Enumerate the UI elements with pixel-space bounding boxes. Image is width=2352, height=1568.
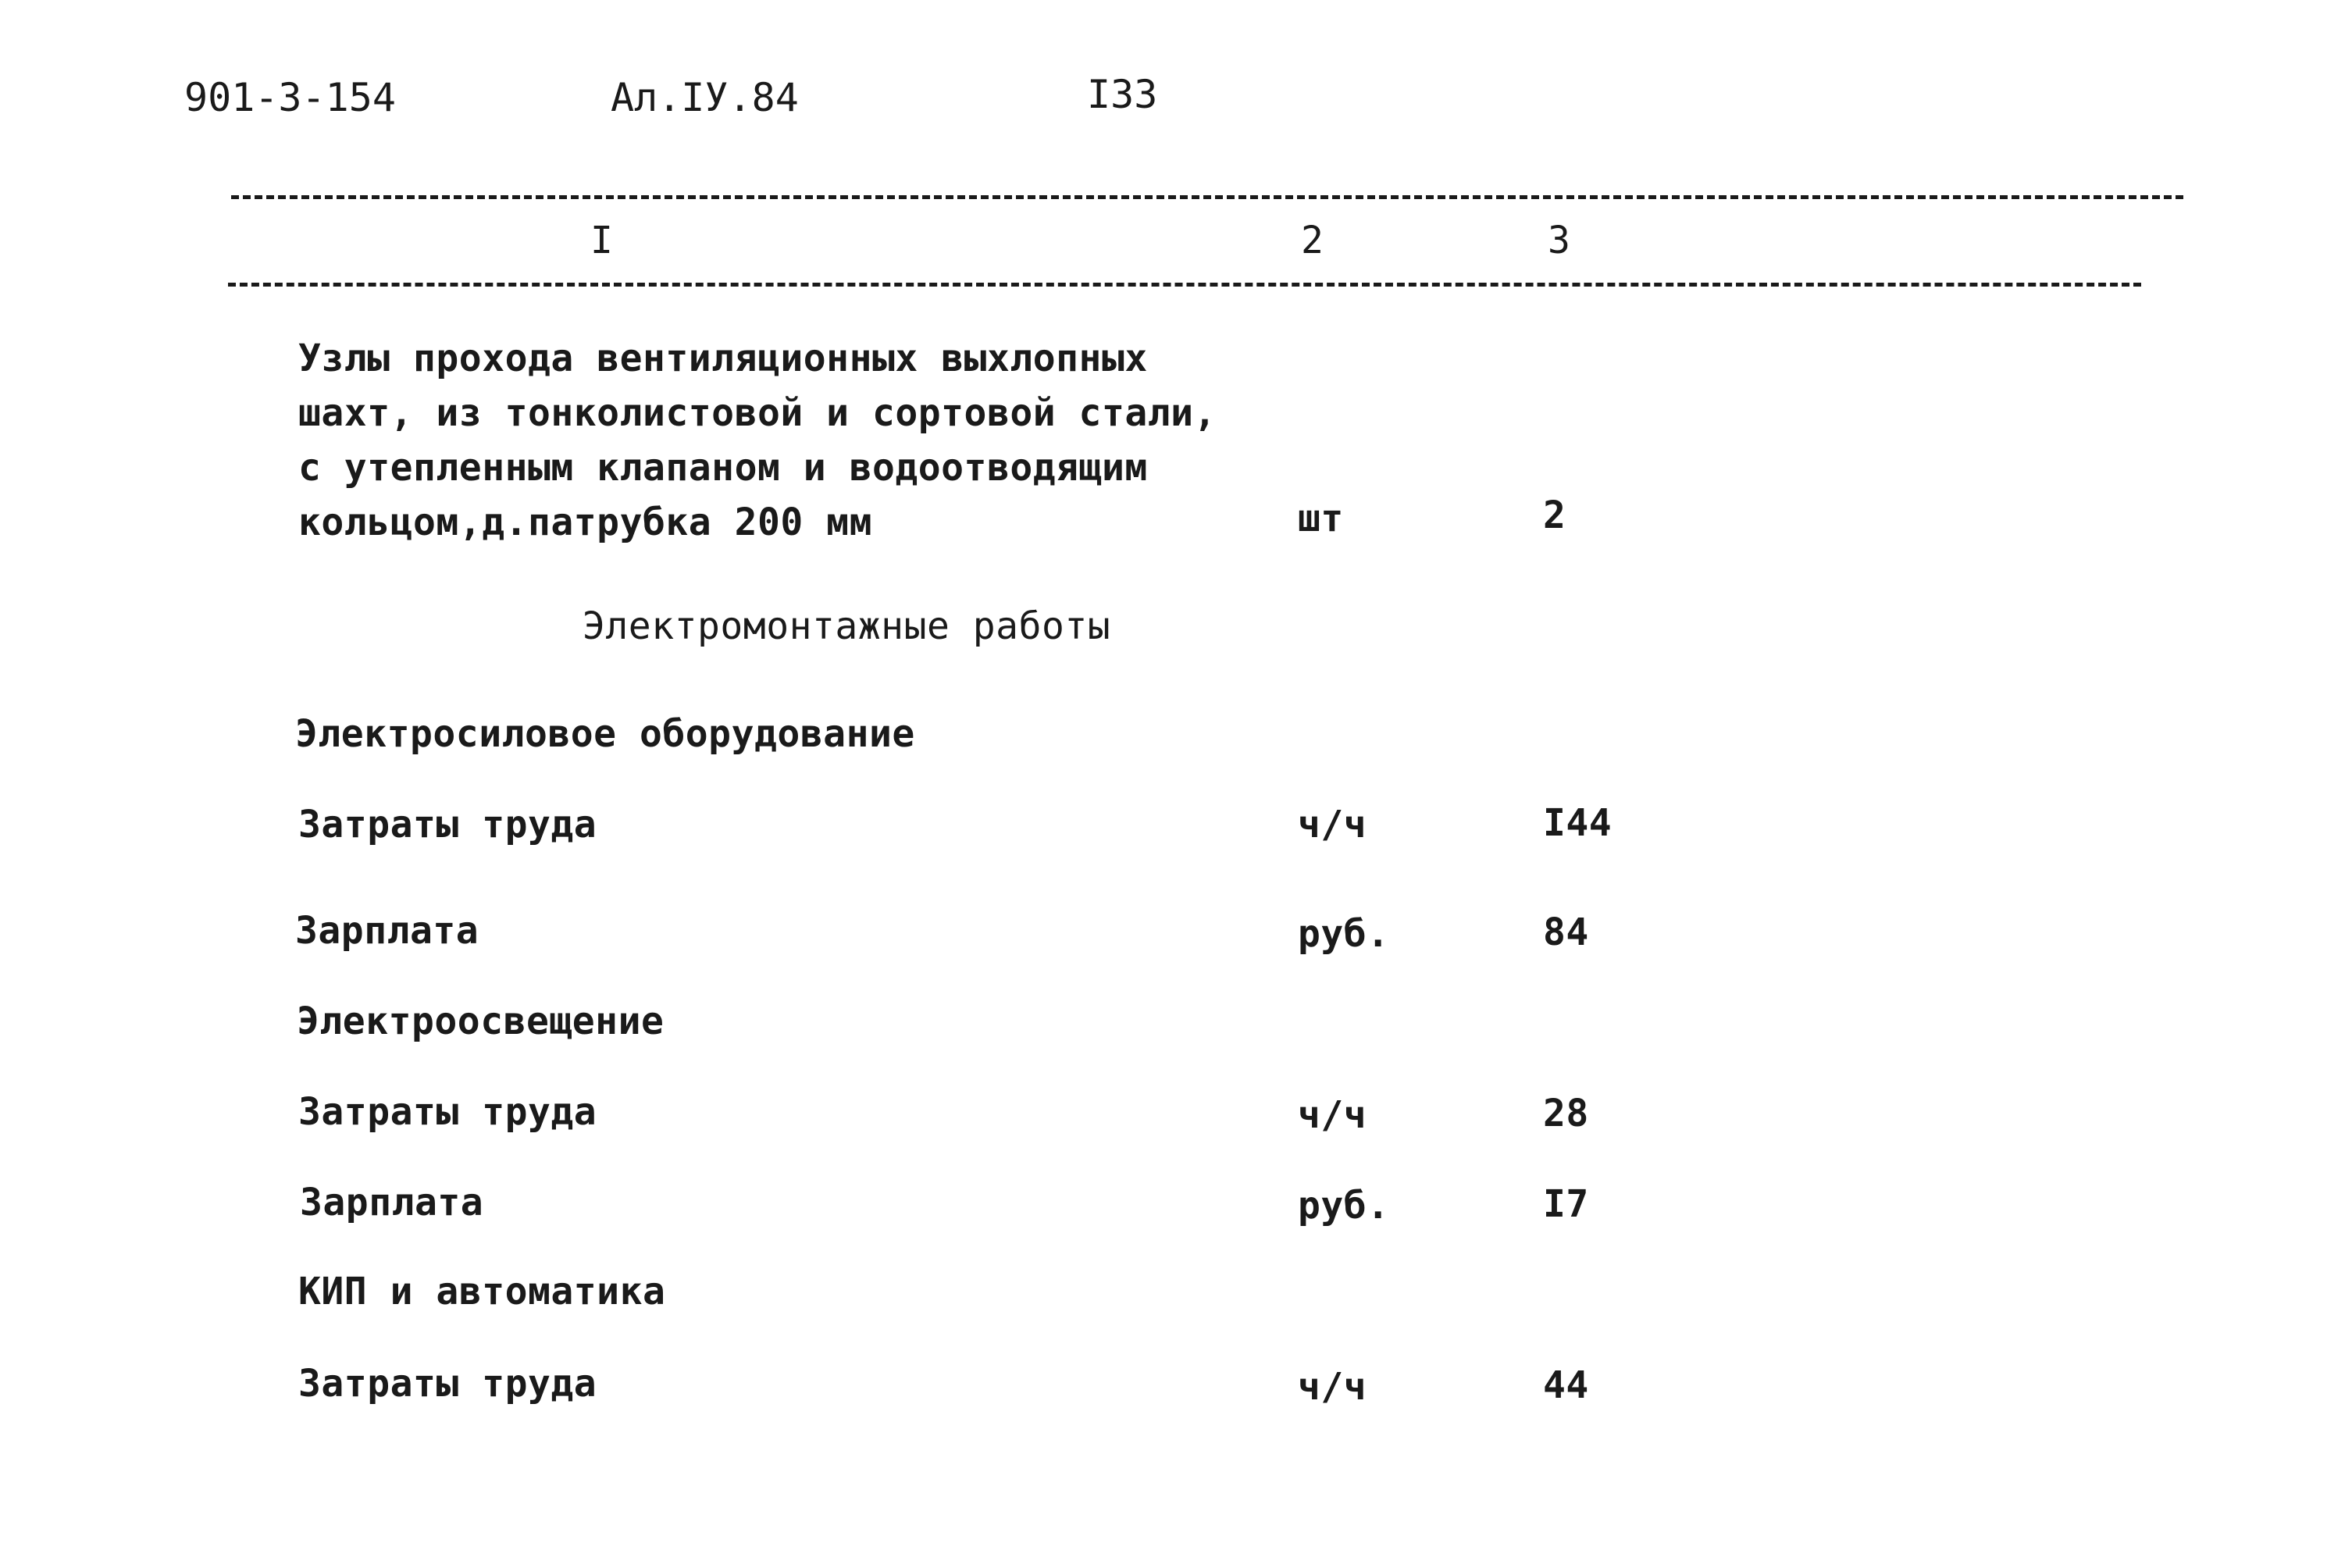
row-value: 44 (1543, 1363, 1589, 1407)
item-description-line: кольцом,д.патрубка 200 мм (298, 501, 872, 544)
row-label: Затраты труда (298, 1090, 597, 1134)
item-unit: шт (1298, 497, 1344, 540)
row-value: 84 (1543, 911, 1589, 954)
document-code: 901-3-154 (184, 75, 396, 120)
row-unit: руб. (1298, 912, 1390, 956)
item-description-line: с утепленным клапаном и водоотводящим (298, 446, 1148, 490)
row-unit: ч/ч (1298, 1365, 1367, 1409)
group-title: Электроосвещение (297, 1000, 665, 1043)
row-value: I44 (1543, 801, 1613, 845)
table-header-rule (228, 283, 2141, 287)
row-value: I7 (1543, 1182, 1589, 1226)
row-value: 28 (1543, 1092, 1589, 1135)
item-description-line: шахт, из тонколистовой и сортовой стали, (298, 391, 1217, 435)
group-title: КИП и автоматика (298, 1270, 666, 1313)
row-label: Зарплата (295, 909, 479, 953)
row-unit: ч/ч (1298, 1093, 1367, 1137)
row-label: Затраты труда (298, 1362, 597, 1406)
table-top-rule (231, 195, 2183, 199)
row-label: Затраты труда (298, 803, 597, 846)
item-value: 2 (1543, 494, 1566, 537)
page-number: I33 (1087, 72, 1158, 117)
group-title: Электросиловое оборудование (295, 712, 915, 756)
item-description (298, 331, 1217, 550)
column-number-1: I (590, 219, 613, 262)
item-description-line: Узлы прохода вентиляционных выхлопных (298, 337, 1148, 380)
section-heading: Электромонтажные работы (583, 604, 1111, 648)
column-number-2: 2 (1301, 219, 1324, 262)
row-label: Зарплата (300, 1181, 484, 1224)
album-number: Ал.IУ.84 (611, 75, 799, 120)
row-unit: руб. (1298, 1184, 1390, 1228)
row-unit: ч/ч (1298, 803, 1367, 846)
column-number-3: 3 (1548, 219, 1570, 262)
